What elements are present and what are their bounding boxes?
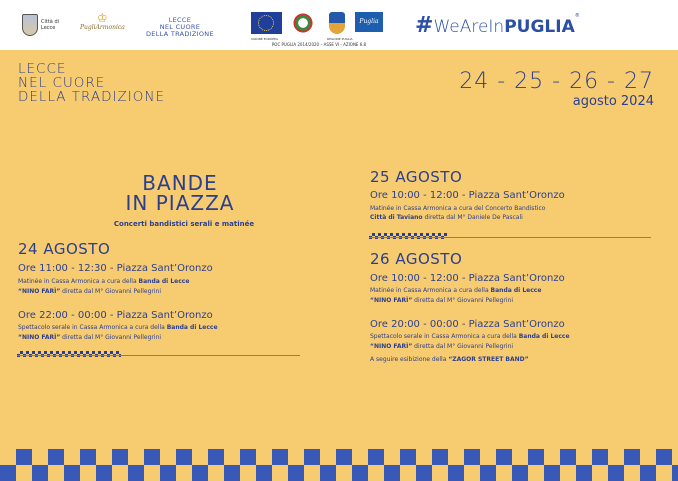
dates-numbers: 24 - 25 - 26 - 27 — [459, 69, 654, 94]
event-director: Città di Taviano diretta dal M° Daniele De Pascali — [370, 214, 523, 221]
event-director: “NINO FARÌ” diretta dal M° Giovanni Pellegrini — [370, 297, 514, 304]
po-puglia-logo: Puglia — [355, 12, 383, 32]
section-divider — [17, 355, 300, 356]
hashtag-puglia: PUGLIA — [504, 17, 575, 37]
day-heading-24: 24 AGOSTO — [18, 240, 111, 258]
pugliarmonica-logo — [80, 12, 125, 31]
pugliarmonica-crown-icon: ♔ — [97, 11, 108, 25]
lecce-nel-cuore-logo — [146, 17, 214, 38]
day-heading-26: 26 AGOSTO — [370, 250, 463, 268]
hashtag-we-are-in: WeAreIn — [433, 17, 505, 37]
registered-mark: ® — [574, 13, 580, 19]
event-dates — [459, 70, 654, 110]
hashtag-symbol: # — [415, 13, 434, 38]
lecce-logo-text: Città di Lecce — [41, 19, 60, 31]
event-time-place: Ore 11:00 - 12:30 - Piazza Sant’Oronzo — [18, 263, 213, 274]
lnct-logo-line: LECCE — [168, 16, 192, 24]
day-heading-25: 25 AGOSTO — [370, 168, 463, 186]
event-description: Matinée in Cassa Armonica a cura della Banda di Lecce — [18, 278, 190, 285]
institutional-logos — [249, 12, 389, 48]
italian-republic-emblem-icon — [292, 12, 314, 34]
bande-in-piazza-heading — [122, 171, 238, 215]
citta-di-lecce-logo — [22, 14, 63, 36]
pugliarmonica-logo-text: PugliArmonica — [80, 24, 125, 31]
event-director: “NINO FARÌ” diretta dal M° Giovanni Pellegrini — [370, 343, 514, 350]
bande-subtitle: Concerti bandistici serali e matinée — [113, 220, 255, 228]
eu-flag-icon — [251, 12, 282, 34]
regione-puglia-emblem-icon — [329, 12, 345, 34]
lecce-crest-icon — [22, 14, 38, 36]
checker-divider — [17, 351, 121, 357]
event-director: “NINO FARÌ” diretta dal M° Giovanni Pellegrini — [18, 334, 162, 341]
event-description: Matinée in Cassa Armonica a cura della Banda di Lecce — [370, 287, 542, 294]
puglia-label: REGIONE PUGLIA — [327, 37, 353, 41]
event-time-place: Ore 20:00 - 00:00 - Piazza Sant’Oronzo — [370, 319, 565, 330]
title-line: NEL CUORE — [18, 75, 106, 91]
title-line: DELLA TRADIZIONE — [18, 89, 165, 105]
we-are-in-puglia-hashtag — [415, 13, 580, 38]
poc-funding-line: POC PUGLIA 2014/2020 – ASSE VI - AZIONE 6.8 — [271, 42, 367, 47]
lnct-logo-line: DELLA TRADIZIONE — [146, 30, 214, 38]
title-line: LECCE — [18, 61, 67, 77]
event-description: Spettacolo serale in Cassa Armonica a cura della Banda di Lecce — [18, 324, 218, 331]
checker-divider — [369, 233, 447, 239]
event-title — [18, 62, 165, 104]
event-time-place: Ore 10:00 - 12:00 - Piazza Sant’Oronzo — [370, 273, 565, 284]
event-description: Matinée in Cassa Armonica a cura del Concerto Bandistico — [370, 205, 546, 212]
event-director: “NINO FARÌ” diretta dal M° Giovanni Pellegrini — [18, 288, 162, 295]
lnct-logo-line: NEL CUORE — [159, 23, 201, 31]
event-description: Spettacolo serale in Cassa Armonica a cura della Banda di Lecce — [370, 333, 570, 340]
dates-month: agosto 2024 — [572, 94, 654, 109]
header-bar — [0, 0, 678, 50]
event-followup: A seguire esibizione della “ZAGOR STREET BAND” — [370, 356, 529, 363]
event-time-place: Ore 10:00 - 12:00 - Piazza Sant’Oronzo — [370, 190, 565, 201]
eu-label: UNIONE EUROPEA — [251, 37, 279, 41]
checkerboard-footer — [0, 449, 678, 481]
event-time-place: Ore 22:00 - 00:00 - Piazza Sant’Oronzo — [18, 310, 213, 321]
bande-line-1: BANDE — [142, 171, 218, 195]
section-divider — [369, 237, 651, 238]
bande-line-2: IN PIAZZA — [125, 191, 235, 215]
